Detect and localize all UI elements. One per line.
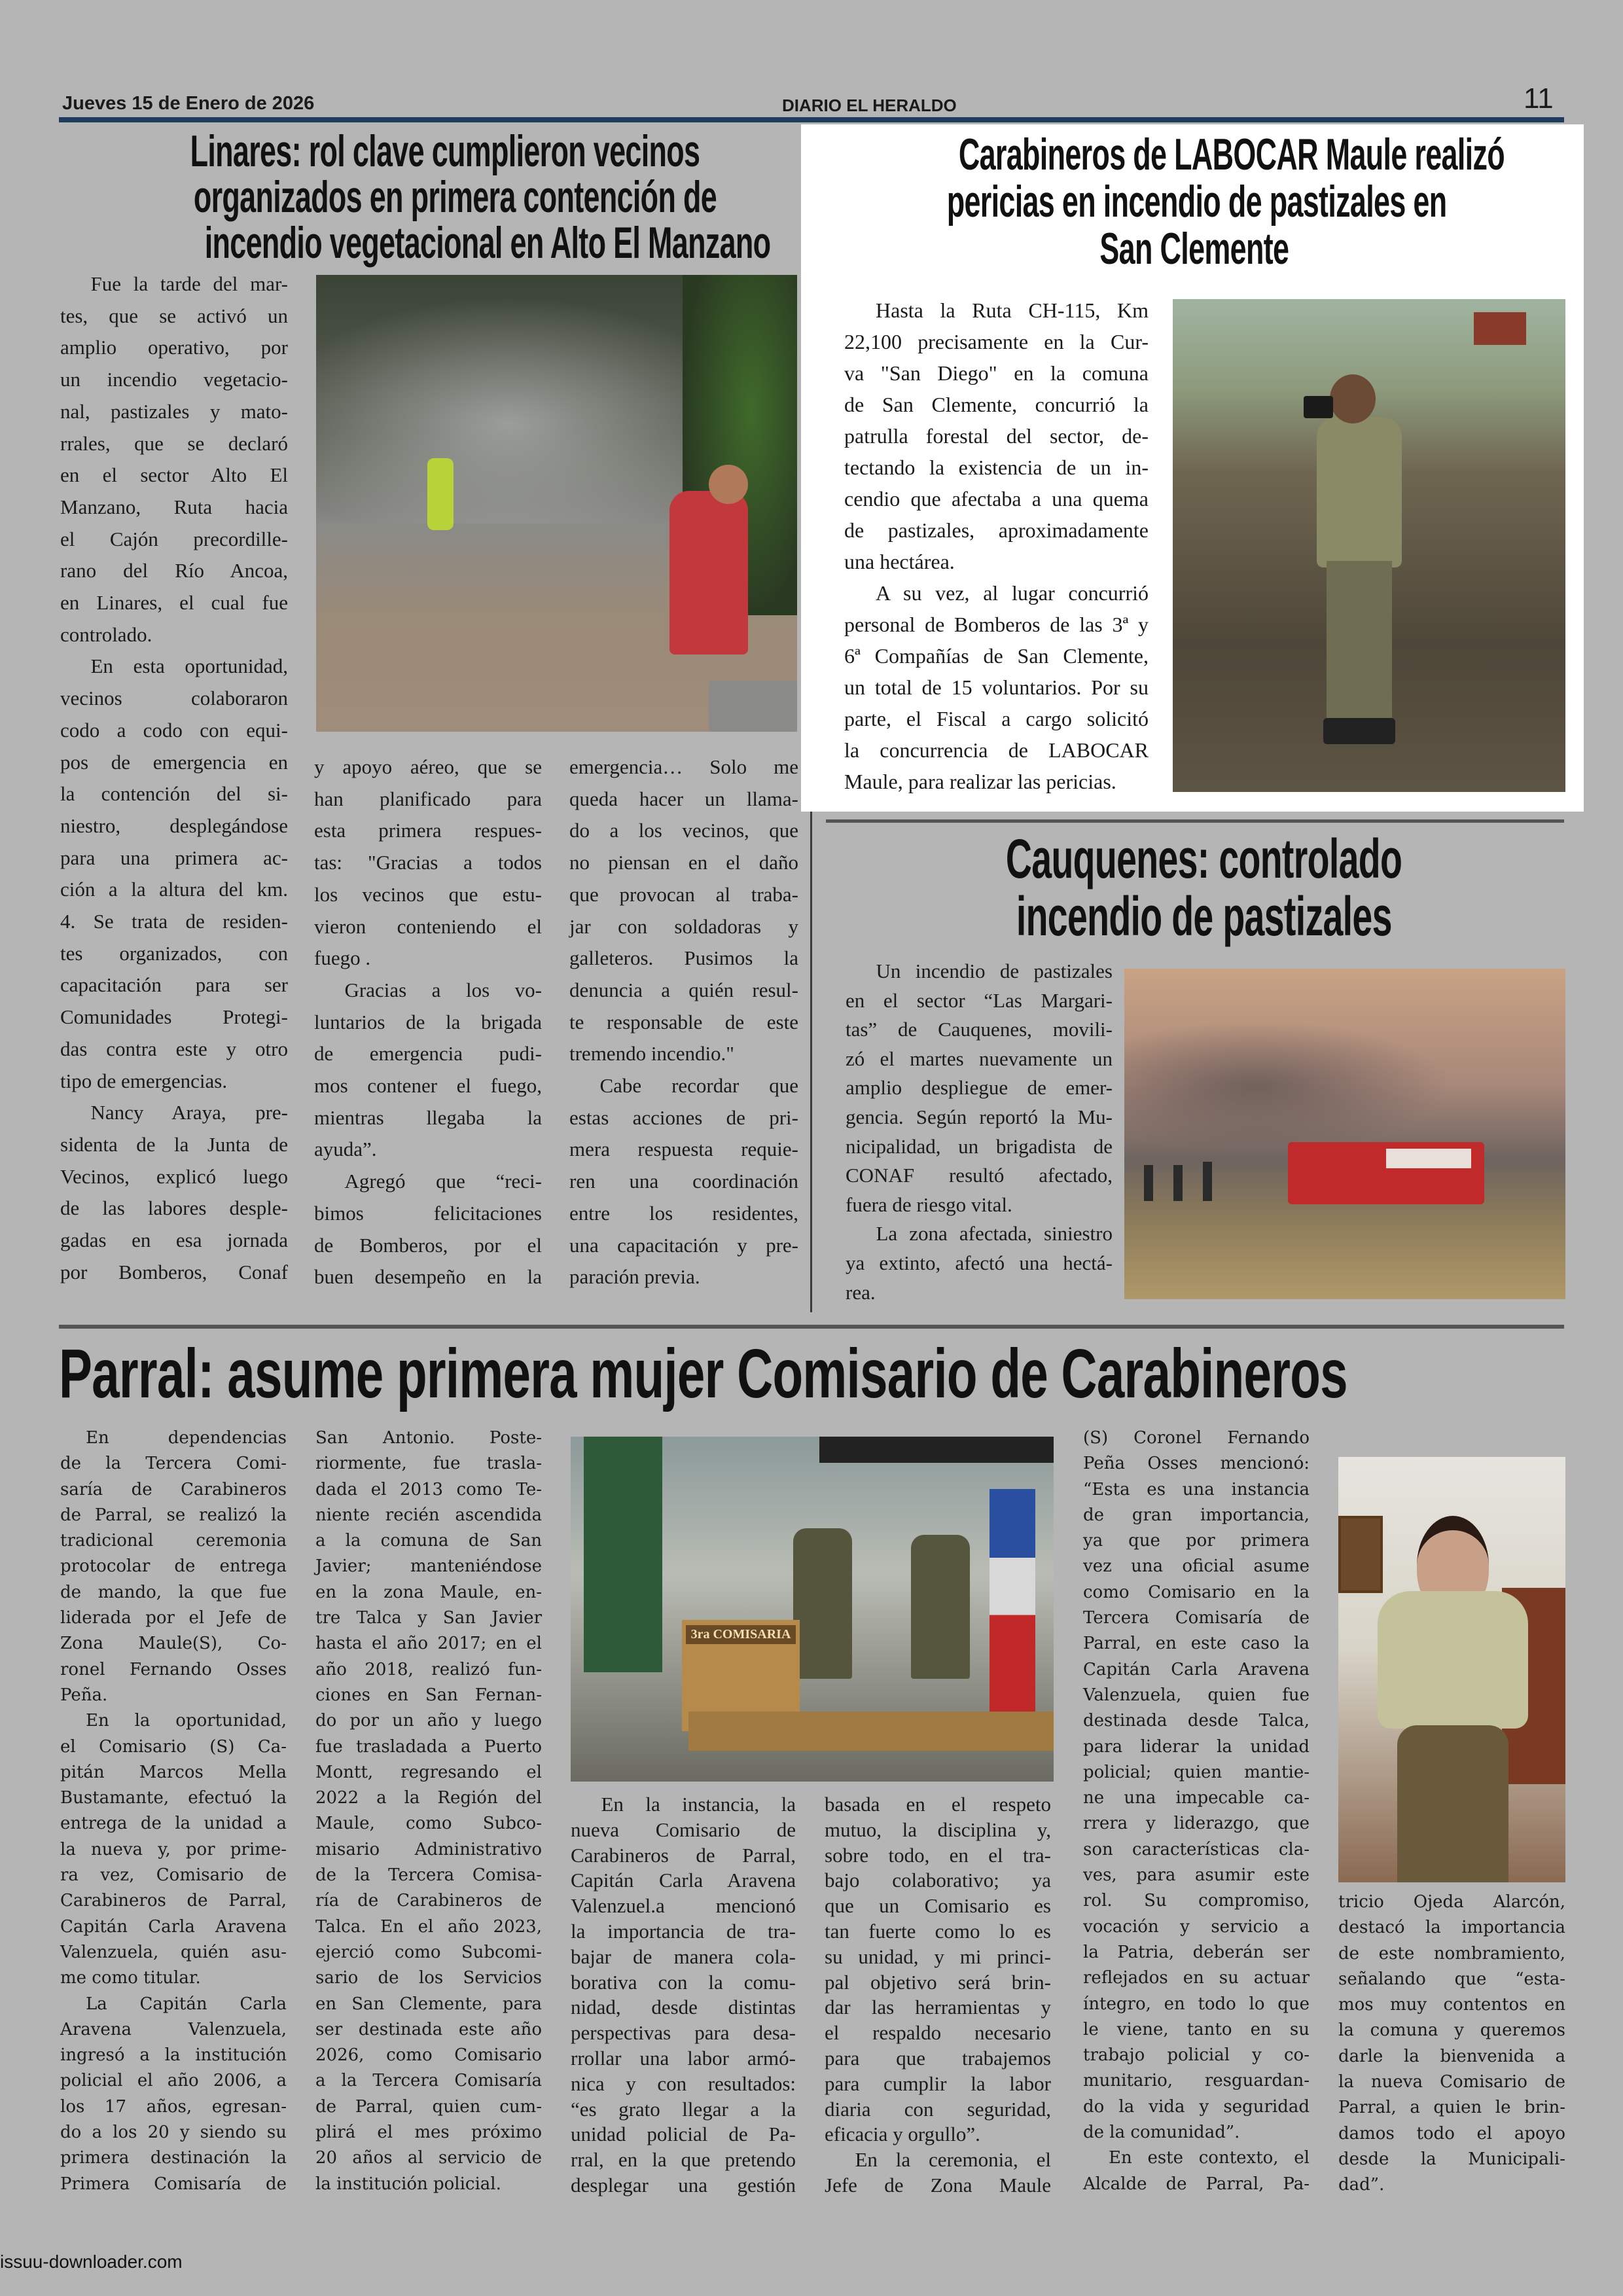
text-line: y apoyo aéreo, que se [314,755,542,778]
text-line: do por un año y luego [315,1711,542,1731]
text-line: una capacitación y pre- [569,1233,798,1257]
text-line: Talca. En el año 2023, [315,1916,542,1937]
text-line: mos muy contentos en [1338,1995,1565,2015]
text-line: liderada por el Jefe de [60,1608,287,1628]
text-line: diaria con seguridad, [825,2097,1051,2121]
text-line: de pastizales, aproximadamente [844,518,1149,542]
text-line: Carabineros de Parral, [571,1843,796,1867]
text-line: en el sector “Las Margari- [846,988,1113,1012]
text-line: ingresó a la institución [60,2045,287,2066]
text-line: A su vez, al lugar concurrió [876,581,1149,605]
text-line: tes organizados, con [60,941,288,965]
text-line: te responsable de este [569,1010,798,1033]
text-line: mos contener el fuego, [314,1074,542,1098]
text-line: rrera y liderazgo, que [1083,1814,1310,1834]
text-line: ronel Fernando Osses [60,1659,287,1679]
section-rule [59,1325,1564,1329]
text-line: la Patria, deberán ser [1083,1942,1310,1962]
text-line: la institución policial. [315,2174,501,2194]
parral-ceremony-photo [571,1437,1054,1782]
text-line: bajo colaborativo; ya [825,1869,1051,1892]
text-line: Un incendio de pastizales [876,960,1113,982]
text-line: nueva Comisario de [571,1818,796,1841]
text-line: ser destinada este año [315,2019,542,2039]
headline-line [844,888,1564,945]
text-line: perspectivas para desa- [571,2021,796,2045]
text-line: tre Talca y San Javier [315,1608,542,1628]
uniform-trousers [1397,1725,1508,1882]
person-vest [427,458,454,530]
headline-line [818,225,1571,272]
text-line: saría de Carabineros [60,1479,287,1499]
issue-date: Jueves 15 de Enero de 2026 [62,93,315,114]
headline-text: Cauquenes: controlado [1006,828,1402,889]
text-line: entrega de la unidad a [60,1814,287,1834]
officer-figure [1317,417,1402,567]
text-line: munitario, resguardan- [1083,2071,1310,2091]
text-line: la nueva Comisario de [1338,2072,1565,2092]
text-line: niente recién ascendida [315,1505,542,1525]
text-line: vocación y servicio a [1083,1916,1310,1937]
newspaper-name: DIARIO EL HERALDO [782,96,957,115]
text-line: primera destinación la [60,2148,287,2168]
text-line: queda hacer un llama- [569,787,798,810]
text-line: de este nombramiento, [1338,1943,1565,1964]
parral-column-3 [571,1792,796,2198]
text-line: 4. Se trata de residen- [60,910,288,933]
text-line: ren una coordinación [569,1170,798,1193]
text-line: plirá el mes próximo [315,2123,542,2143]
text-line: parte, el Fiscal a cargo solicitó [844,707,1149,730]
text-line: ejerció como Subcomi- [315,1942,542,1962]
text-line: ne una impecable ca- [1083,1788,1310,1808]
text-line: Nancy Araya, pre- [90,1101,288,1124]
text-line: su unidad, y mi princi- [825,1945,1051,1968]
text-line: que provocan al traba- [569,882,798,906]
text-line: Maule, para realizar las pericias. [844,770,1116,793]
text-line: personal de Bomberos de las 3ª y [844,613,1149,636]
text-line: Fue la tarde del mar- [90,272,288,295]
cauquenes-headline [844,830,1564,945]
text-line: En esta oportunidad, [90,655,288,678]
text-line: que un Comisario es [825,1894,1051,1918]
text-line: das contra este y otro [60,1037,288,1060]
text-line: (S) Coronel Fernando [1083,1428,1310,1448]
text-line: tipo de emergencias. [60,1069,228,1092]
headline-text: Linares: rol clave cumplieron vecinos [190,126,700,176]
text-line: son características cla- [1083,1839,1310,1859]
text-line: no piensan en el daño [569,851,798,874]
text-line: vez una oficial asume [1083,1556,1310,1577]
text-line: niestro, desplegándose [60,814,288,837]
text-line: La Capitán Carla [86,1994,287,2014]
text-line: zó el martes nuevamente un [846,1047,1113,1070]
text-line: fuego . [314,946,371,970]
text-line: de Parral, quien cum- [315,2096,542,2117]
text-line: íntegro, en todo lo que [1083,1994,1310,2014]
parral-column-4 [825,1792,1051,2198]
text-line: sobre todo, en el tra- [825,1843,1051,1867]
text-line: codo a codo con equi- [60,718,288,742]
text-line: tremendo incendio." [569,1042,734,1066]
text-line: destacó la importancia [1338,1918,1565,1938]
headline-line [59,174,805,220]
headline-line [59,1335,1551,1412]
text-line: Maule, como Subco- [315,1814,542,1834]
text-line: de emergencia pudi- [314,1042,542,1066]
text-line: de gran importancia, [1083,1505,1310,1525]
text-line: sario de los Servicios [315,1968,542,1988]
text-line: 2026, como Comisario [315,2045,542,2066]
header-rule [59,117,1564,122]
text-line: nal, pastizales y mato- [60,399,288,423]
text-line: de la Tercera Comi- [60,1454,287,1474]
text-line: sidenta de la Junta de [60,1132,288,1156]
text-line: como Comisario en la [1083,1582,1310,1602]
text-line: nicipalidad, un brigadista de [846,1134,1113,1158]
text-line: mera respuesta requie- [569,1138,798,1161]
text-line: Alcalde de Parral, Pa- [1083,2174,1310,2194]
text-line: Peña Osses mencionó: [1083,1454,1310,1474]
linares-headline [59,128,805,266]
text-line: Agregó que “reci- [344,1170,542,1193]
text-line: ayuda”. [314,1138,377,1161]
text-line: Valenzuela, quién asu- [60,1942,287,1962]
text-line: señalando que “esta- [1338,1969,1565,1989]
text-line: la contención del si- [60,782,288,806]
text-line: Tercera Comisaría de [1083,1608,1310,1628]
text-line: jar con soldadoras y [569,914,798,938]
text-line: año 2018, realizó fun- [315,1659,542,1679]
text-line: ves, para asumir este [1083,1865,1310,1886]
text-line: rrollar una labor armó- [571,2046,796,2070]
text-line: amplio operativo, por [60,336,288,359]
text-line: ciones en San Fernan- [315,1685,542,1705]
parral-column-2 [315,1426,542,2197]
text-line: Comunidades Protegi- [60,1005,288,1029]
text-line: Parral, en este caso la [1083,1634,1310,1654]
text-line: para cumplir la labor [825,2072,1051,2095]
text-line: Capitán Carla Aravena [60,1916,287,1937]
parral-headline [59,1335,1551,1412]
linares-column-3 [569,751,798,1293]
text-line: 22,100 precisamente en la Cur- [844,330,1149,353]
text-line: bimos felicitaciones [314,1201,542,1225]
text-line: los 17 años, egresan- [60,2096,287,2117]
text-line: damos todo el apoyo [1338,2123,1565,2144]
text-line: para que trabajemos [825,2046,1051,2070]
text-line: do a los 20 y siendo su [60,2123,287,2143]
text-line: rano del Río Ancoa, [60,559,288,583]
text-line: la nueva y, por prime- [60,1839,287,1859]
parral-column-5 [1083,1426,1310,2197]
text-line: denuncia a quién resul- [569,978,798,1001]
person-red-shirt [669,491,748,655]
headline-text: incendio vegetacional en Alto El Manzano [204,218,771,268]
text-line: Bustamante, efectuó la [60,1788,287,1808]
text-line: ra vez, Comisario de [60,1865,287,1886]
headline-text: Parral: asume primera mujer Comisario de Carabineros [59,1335,1347,1412]
text-line: do la vida y seguridad [1083,2096,1310,2117]
headline-line [59,128,805,174]
text-line: tricio Ojeda Alarcón, [1338,1892,1565,1912]
headline-text: Carabineros de LABOCAR Maule realizó [958,130,1505,179]
text-line: Aravena Valenzuela, [60,2019,287,2039]
text-line: una hectárea. [844,550,955,573]
headline-text: San Clemente [1099,224,1289,274]
text-line: Valenzuel.a mencionó [571,1894,796,1918]
text-line: en el sector Alto El [60,463,288,487]
headline-line [818,131,1571,178]
text-line: CONAF resultó afectado, [846,1164,1113,1187]
text-line: unidad policial de Pa- [571,2123,796,2146]
text-line: el respaldo necesario [825,2021,1051,2045]
linares-fire-photo [316,275,797,732]
text-line: Parral, a quien le brin- [1338,2098,1565,2118]
headline-text: pericias en incendio de pastizales en [946,177,1447,226]
text-line: la importancia de tra- [571,1919,796,1943]
text-line: nidad, desde distintas [571,1996,796,2019]
text-line: protocolar de entrega [60,1556,287,1577]
text-line: En la instancia, la [601,1793,796,1816]
text-line: En la ceremonia, el [855,2148,1051,2172]
text-line: do a los vecinos, que [569,819,798,842]
text-line: la concurrencia de LABOCAR [844,738,1149,762]
text-line: “es grato llegar a la [571,2097,796,2121]
text-line: estas acciones de pri- [569,1105,798,1129]
text-line: La zona afectada, siniestro [876,1222,1113,1246]
text-line: gencia. Según reportó la Mu- [846,1105,1113,1128]
text-line: en la zona Maule, en- [315,1582,542,1602]
parral-column-1 [60,1426,287,2197]
flag-chile [990,1489,1035,1718]
headline-line [818,178,1571,225]
labocar-headline [818,131,1571,272]
text-line: policial; quien mantie- [1083,1762,1310,1782]
text-line: le viene, tanto en su [1083,2019,1310,2039]
text-line: basada en el respeto [825,1793,1051,1816]
headline-line [59,220,805,266]
text-line: de la comunidad”. [1083,2123,1240,2143]
text-line: Montt, regresando el [315,1762,542,1782]
headline-line [844,830,1564,888]
labocar-officer-photo [1173,299,1565,792]
text-line: En dependencias [86,1428,287,1448]
text-line: tradicional ceremonia [60,1531,287,1551]
text-line: de mando, la que fue [60,1582,287,1602]
text-line: capacitación para ser [60,973,288,997]
text-line: eficacia y orgullo”. [825,2123,980,2146]
text-line: tas: "Gracias a todos [314,851,542,874]
text-line: En este contexto, el [1109,2148,1310,2168]
text-line: Carabineros de Parral, [60,1891,287,1911]
text-line: para una primera ac- [60,846,288,869]
text-line: buen desempeño en la [314,1265,542,1289]
uniform-shirt [1378,1591,1528,1729]
text-line: gadas en esa jornada [60,1229,288,1252]
text-line: dad”. [1338,2175,1385,2195]
parral-column-6 [1338,1890,1565,2198]
text-line: pos de emergencia en [60,750,288,774]
text-line: 6ª Compañías de San Clemente, [844,644,1149,668]
text-line: trabajo policial y co- [1083,2045,1310,2066]
text-line: rral, en la que pretendo [571,2148,796,2172]
text-line: Vecinos, explicó luego [60,1164,288,1188]
text-line: paración previa. [569,1265,700,1289]
text-line: la comuna y queremos [1338,2020,1565,2041]
text-line: galleteros. Pusimos la [569,946,798,970]
text-line: amplio despliegue de emer- [846,1076,1113,1100]
text-line: tectando la existencia de un in- [844,456,1149,479]
text-line: ya que por primera [1083,1531,1310,1551]
text-line: darle la bienvenida a [1338,2046,1565,2066]
text-line: rrales, que se declaró [60,431,288,455]
text-line: por Bomberos, Conaf [60,1260,288,1283]
text-line: San Antonio. Poste- [315,1428,542,1448]
text-line: de Parral, se realizó la [60,1505,287,1525]
text-line: fuera de riesgo vital. [846,1193,1012,1216]
text-line: tas” de Cauquenes, movili- [846,1018,1113,1041]
headline-text: incendio de pastizales [1016,886,1392,947]
text-line: va "San Diego" en la comuna [844,361,1149,385]
text-line: ya extinto, afectó una hectá- [846,1251,1113,1274]
text-line: han planificado para [314,787,542,810]
page-number: 11 [1524,82,1554,115]
text-line: 2022 a la Región del [315,1788,542,1808]
text-line: misario Administrativo [315,1839,542,1859]
text-line: pitán Marcos Mella [60,1762,287,1782]
text-line: Gracias a los vo- [344,978,542,1001]
text-line: nica y con resultados: [571,2072,796,2095]
cauquenes-fire-truck-photo [1124,969,1565,1299]
text-line: policial el año 2006, a [60,2071,287,2091]
text-line: rea. [846,1280,876,1304]
text-line: Cabe recordar que [599,1074,798,1098]
text-line: mutuo, la disciplina y, [825,1818,1051,1841]
cauquenes-column [846,957,1113,1307]
text-line: en San Clemente, para [315,1994,542,2014]
text-line: “Esta es una instancia [1083,1479,1310,1499]
text-line: ción a la altura del km. [60,878,288,901]
text-line: dar las herramientas y [825,1996,1051,2019]
text-line: hasta el año 2017; en el [315,1634,542,1654]
text-line: en Linares, el cual fue [60,591,288,615]
text-line: destinada desde Talca, [1083,1711,1310,1731]
text-line: a la comuna de San [315,1531,542,1551]
text-line: tes, que se activó un [60,304,288,327]
text-line: desplegar una gestión [571,2173,796,2197]
text-line: Zona Maule(S), Co- [60,1634,287,1654]
text-line: de las labores desple- [60,1196,288,1220]
text-line: controlado. [60,622,152,646]
text-line: vieron conteniendo el [314,914,542,938]
text-line: vecinos colaboraron [60,687,288,710]
text-line: de San Clemente, concurrió la [844,393,1149,416]
text-line: tan fuerte como lo es [825,1919,1051,1943]
text-line: Hasta la Ruta CH-115, Km [876,298,1149,322]
text-line: dada el 2013 como Te- [315,1479,542,1499]
text-line: Manzano, Ruta hacia [60,495,288,518]
linares-column-2 [314,751,542,1293]
text-line: Capitán Carla Aravena [1083,1659,1310,1679]
text-line: mientras llegaba la [314,1105,542,1129]
text-line: rol. Su compromiso, [1083,1891,1310,1911]
officer-male [793,1528,852,1679]
headline-text: organizados en primera contención de [193,172,717,222]
camera-icon [1304,396,1333,418]
text-line: de la Tercera Comisa- [315,1865,542,1886]
text-line: patrulla forestal del sector, de- [844,424,1149,448]
text-line: borativa con la comu- [571,1970,796,1994]
text-line: a la Tercera Comisaría [315,2071,542,2091]
text-line: el Cajón precordille- [60,527,288,550]
text-line: Valenzuela, quien fue [1083,1685,1310,1705]
text-line: Primera Comisaría de [60,2174,287,2194]
text-line: desde la Municipali- [1338,2149,1565,2169]
text-line: Peña. [60,1685,108,1705]
text-line: de Bomberos, por el [314,1233,542,1257]
text-line: un total de 15 voluntarios. Por su [844,675,1149,699]
text-line: ría de Carabineros de [315,1891,542,1911]
text-line: me como titular. [60,1968,201,1988]
text-line: para liderar la unidad [1083,1736,1310,1757]
parral-comisario-portrait [1338,1457,1565,1882]
officer-female [911,1535,970,1679]
text-line: reflejados en su actuar [1083,1968,1310,1988]
text-line: cendio que afectaba a una quema [844,487,1149,511]
text-line: el Comisario (S) Ca- [60,1736,287,1757]
text-line: 20 años al servicio de [315,2148,542,2168]
text-line: un incendio vegetacio- [60,368,288,391]
text-line: En la oportunidad, [86,1711,287,1731]
podium-sign: 3ra COMISARIA [686,1625,796,1644]
section-rule [826,819,1564,823]
text-line: Capitán Carla Aravena [571,1869,796,1892]
text-line: Jefe de Zona Maule [825,2173,1051,2197]
text-line: fue trasladada a Puerto [315,1736,542,1757]
text-line: entre los residentes, [569,1201,798,1225]
text-line: riormente, fue trasla- [315,1454,542,1474]
text-line: pal objetivo será brin- [825,1970,1051,1994]
labocar-column [844,295,1149,797]
text-line: los vecinos que estu- [314,882,542,906]
text-line: luntarios de la brigada [314,1010,542,1033]
linares-column-1 [60,268,288,1289]
text-line: esta primera respues- [314,819,542,842]
watermark: issuu-downloader.com [0,2251,183,2272]
text-line: bajar de manera cola- [571,1945,796,1968]
text-line: emergencia… Solo me [569,755,798,778]
text-line: Javier; manteniéndose [315,1556,542,1577]
